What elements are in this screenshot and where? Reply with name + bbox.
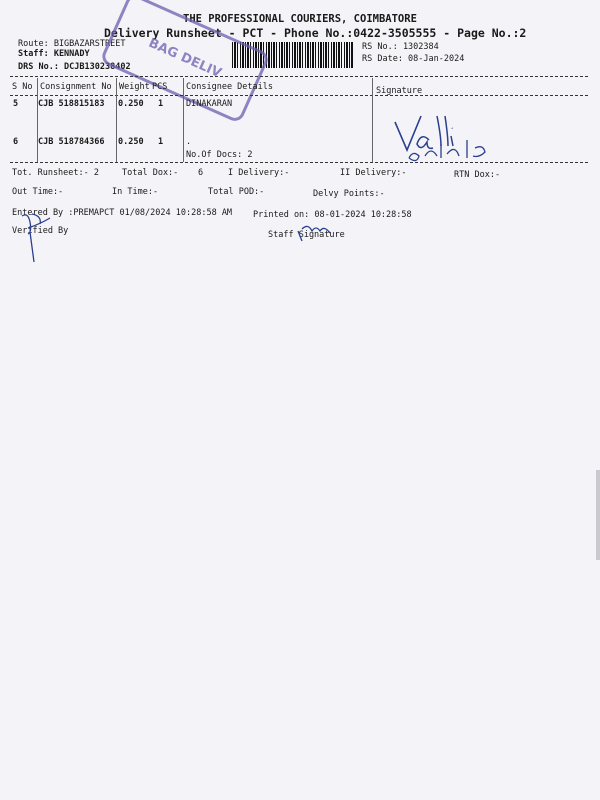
row-5-consignee: DINAKARAN [186, 99, 233, 109]
company-title: THE PROFESSIONAL COURIERS, COIMBATORE [183, 13, 417, 25]
row-5-weight: 0.250 [118, 99, 144, 109]
i-delivery: I Delivery:- [228, 168, 290, 178]
table-header-rule [10, 95, 588, 96]
col-sno: S No [12, 82, 33, 92]
staff-label: Staff: KENNADY [18, 49, 90, 59]
route-label: Route: BIGBAZARSTREET [18, 39, 126, 49]
col-divider [183, 78, 184, 162]
rs-date: RS Date: 08-Jan-2024 [362, 54, 465, 64]
row-6-weight: 0.250 [118, 137, 144, 147]
col-weight: Weight [119, 82, 150, 92]
staff-scribble [296, 221, 346, 246]
row-5-sno: 5 [13, 99, 19, 109]
col-consignee: Consignee Details [186, 82, 273, 92]
delvy-points: Delvy Points:- [313, 189, 385, 199]
ii-delivery: II Delivery:- [340, 168, 407, 178]
in-time: In Time:- [112, 187, 159, 197]
col-divider [116, 78, 117, 162]
verifier-scribble [14, 210, 74, 265]
col-signature: Signature [376, 86, 423, 96]
tot-runsheet: Tot. Runsheet:- 2 [12, 168, 99, 178]
total-pod: Total POD:- [208, 187, 265, 197]
page-edge-shadow [596, 470, 600, 560]
printed-on: Printed on: 08-01-2024 10:28:58 [253, 210, 412, 220]
no-of-docs: No.Of Docs: 2 [186, 150, 253, 160]
drs-number: DRS No.: DCJB130238402 [18, 62, 131, 72]
total-dox-value: 6 [198, 168, 204, 178]
row-5-consignment: CJB 518815183 [38, 99, 105, 109]
total-dox-label: Total Dox:- [122, 168, 179, 178]
row-6-sno: 6 [13, 137, 19, 147]
out-time: Out Time:- [12, 187, 64, 197]
col-divider [37, 78, 38, 162]
col-divider [372, 78, 373, 162]
entered-by: Entered By :PREMAPCT 01/08/2024 10:28:58 AM [12, 208, 233, 218]
verified-by: Verified By [12, 226, 69, 236]
handwritten-signature [385, 110, 515, 165]
runsheet-title: Delivery Runsheet - PCT - Phone No.:0422-3505555 - Page No.:2 [104, 26, 527, 40]
row-5-pcs: 1 [158, 99, 164, 109]
row-6-pcs: 1 [158, 137, 164, 147]
rs-number: RS No.: 1302384 [362, 42, 439, 52]
col-consignment: Consignment No [40, 82, 112, 92]
stamp-text: BAG DELIV [146, 35, 224, 81]
row-6-consignment: CJB 518784366 [38, 137, 105, 147]
staff-signature-label: Staff Signature [268, 230, 345, 240]
row-6-consignee: . [186, 137, 192, 147]
table-top-rule [10, 76, 588, 77]
rtn-dox: RTN Dox:- [454, 170, 501, 180]
col-pcs: PCS [152, 82, 168, 92]
